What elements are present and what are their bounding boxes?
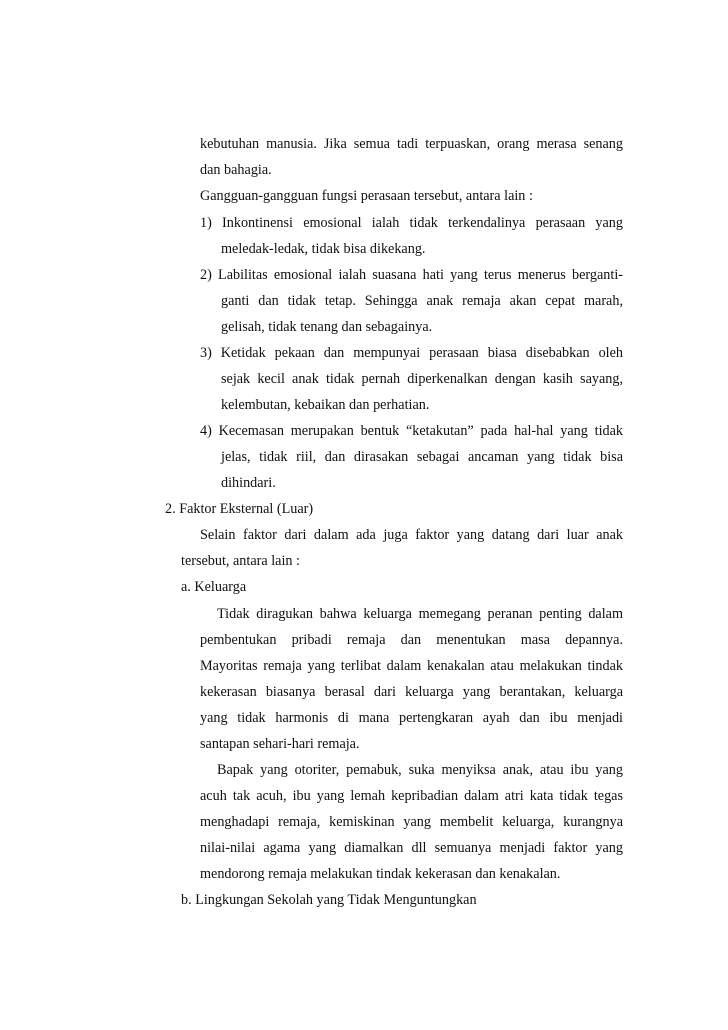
text-line: Bapak yang otoriter, pemabuk, suka menyiksa anak, atau ibu yang — [217, 762, 623, 778]
text-line: sejak kecil anak tidak pernah diperkenalkan dengan kasih sayang, — [221, 371, 623, 387]
text-line: kebutuhan manusia. Jika semua tadi terpuaskan, orang merasa senang — [200, 136, 623, 152]
text-line: jelas, tidak riil, dan dirasakan sebagai ancaman yang tidak bisa — [221, 449, 623, 465]
text-line: santapan sehari-hari remaja. — [200, 736, 360, 752]
text-line: kekerasan biasanya berasal dari keluarga yang berantakan, keluarga — [200, 684, 623, 700]
text-line: pembentukan pribadi remaja dan menentukan masa depannya. — [200, 632, 623, 648]
subsection-heading: a. Keluarga — [181, 579, 247, 595]
section-heading: 2. Faktor Eksternal (Luar) — [165, 501, 314, 517]
text-line: kelembutan, kebaikan dan perhatian. — [221, 397, 430, 413]
text-line: acuh tak acuh, ibu yang lemah kepribadian dalam atri kata tidak tegas — [200, 788, 623, 804]
text-line: menghadapi remaja, kemiskinan yang membelit keluarga, kurangnya — [200, 814, 623, 830]
subsection-heading: b. Lingkungan Sekolah yang Tidak Menguntungkan — [181, 892, 477, 908]
text-line: Mayoritas remaja yang terlibat dalam kenakalan atau melakukan tindak — [200, 658, 623, 674]
text-line: mendorong remaja melakukan tindak kekerasan dan kenakalan. — [200, 866, 561, 882]
text-line: dihindari. — [221, 475, 276, 491]
text-line: yang tidak harmonis di mana pertengkaran ayah dan ibu menjadi — [200, 710, 623, 726]
text-line: ganti dan tidak tetap. Sehingga anak remaja akan cepat marah, — [221, 293, 623, 309]
text-line: Gangguan-gangguan fungsi perasaan tersebut, antara lain : — [200, 188, 533, 204]
list-item-3: 3) Ketidak pekaan dan mempunyai perasaan biasa disebabkan oleh — [200, 345, 623, 361]
text-line: meledak-ledak, tidak bisa dikekang. — [221, 241, 426, 257]
text-line: Tidak diragukan bahwa keluarga memegang peranan penting dalam — [217, 606, 623, 622]
list-item-4: 4) Kecemasan merupakan bentuk “ketakutan” pada hal-hal yang tidak — [200, 423, 623, 439]
text-line: dan bahagia. — [200, 162, 272, 178]
text-line: gelisah, tidak tenang dan sebagainya. — [221, 319, 433, 335]
list-item-1: 1) Inkontinensi emosional ialah tidak terkendalinya perasaan yang — [200, 215, 623, 231]
list-item-2: 2) Labilitas emosional ialah suasana hati yang terus menerus berganti- — [200, 267, 623, 283]
text-line: nilai-nilai agama yang diamalkan dll semuanya menjadi faktor yang — [200, 840, 623, 856]
text-line: tersebut, antara lain : — [181, 553, 300, 569]
text-line: Selain faktor dari dalam ada juga faktor yang datang dari luar anak — [200, 527, 623, 543]
